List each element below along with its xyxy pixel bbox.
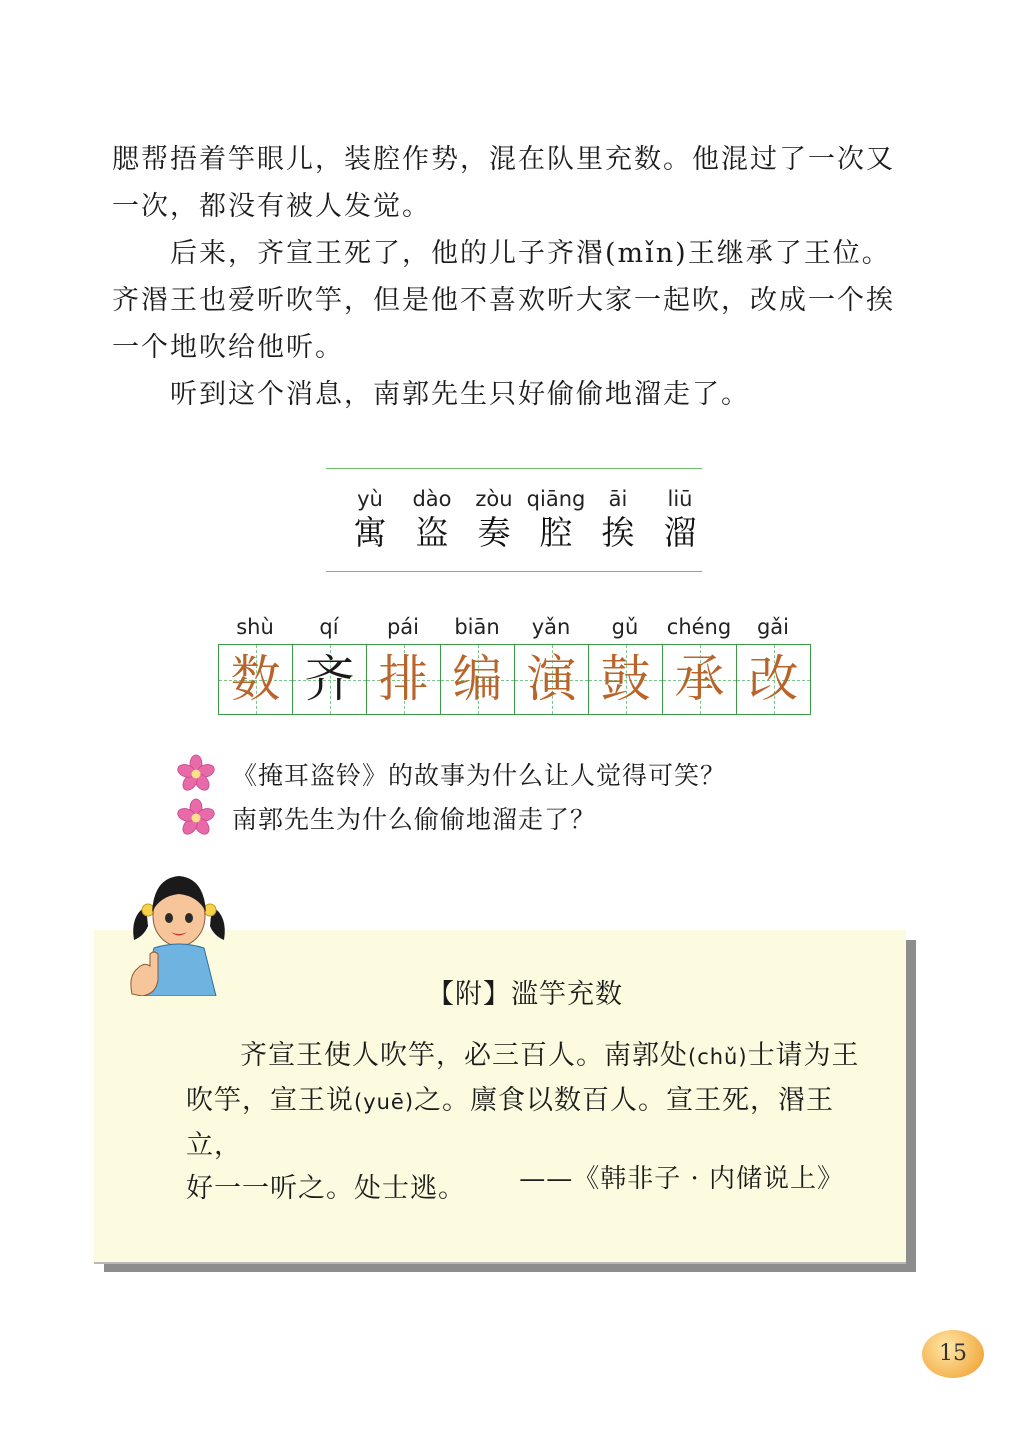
reading-character-pinyin: qiāng — [526, 487, 586, 511]
writing-character-pinyin: pái — [386, 615, 420, 639]
reading-character-pinyin: zòu — [475, 487, 513, 511]
tianzige-cell — [737, 645, 810, 714]
note-source: ——《韩非子 · 内储说上》 — [519, 1164, 844, 1194]
pink-flower-icon — [176, 754, 216, 794]
reading-character-hanzi: 挨 — [601, 513, 635, 552]
writing-character-pinyin: qí — [319, 615, 339, 639]
tianzige-cell — [293, 645, 367, 714]
writing-character: 改 — [748, 650, 799, 708]
reading-character-pinyin: dào — [412, 487, 452, 511]
reading-character-hanzi: 盗 — [415, 513, 449, 552]
writing-character: 数 — [230, 650, 281, 708]
question-item — [176, 752, 726, 796]
story-paragraph-1: 腮帮捂着竽眼儿，装腔作势，混在队里充数。他混过了一次又一次，都没有被人发觉。 — [112, 144, 895, 222]
writing-pinyin-row — [218, 610, 811, 644]
reading-character-pinyin: āi — [608, 487, 628, 511]
tianzige-cell — [441, 645, 515, 714]
tianzige-cell — [515, 645, 589, 714]
reading-character — [649, 485, 711, 553]
reading-character — [525, 485, 587, 553]
reading-character — [587, 485, 649, 553]
writing-character-pinyin: shù — [236, 615, 274, 639]
page-number-badge: 15 — [922, 1330, 984, 1378]
reading-character-hanzi: 奏 — [477, 513, 511, 552]
question-item — [176, 796, 726, 840]
tianzige-cell — [219, 645, 293, 714]
reading-character — [401, 485, 463, 553]
writing-character-pinyin: gǔ — [611, 615, 639, 639]
story-text — [112, 136, 912, 418]
tianzige-grid — [218, 644, 811, 715]
tianzige-cell — [589, 645, 663, 714]
pink-flower-icon — [176, 798, 216, 838]
tianzige-cell — [663, 645, 737, 714]
question-text: 《掩耳盗铃》的故事为什么让人觉得可笑？ — [232, 761, 727, 790]
writing-character: 排 — [378, 650, 429, 708]
note-title: 【附】滥竽充数 — [427, 979, 623, 1010]
reading-character — [463, 485, 525, 553]
note-line: 好一一听之。处士逃。 — [186, 1173, 466, 1204]
writing-character-pinyin: biān — [454, 615, 500, 639]
girl-pointing-illustration — [124, 866, 234, 996]
writing-character: 编 — [452, 650, 503, 708]
writing-character: 齐 — [304, 650, 355, 708]
reading-characters-box — [326, 468, 702, 572]
story-paragraph-2: 后来，齐宣王死了，他的儿子齐湣(mǐn)王继承了王位。齐湣王也爱听吹竽，但是他不喜欢听大家一起吹，改成一个挨一个地吹给他听。 — [112, 238, 895, 363]
note-line: 吹竽，宣王说(yuē)之。廪食以数百人。宣王死，湣王立， — [186, 1085, 835, 1161]
reading-character-hanzi: 腔 — [539, 513, 573, 552]
question-list — [176, 752, 726, 840]
reading-character-hanzi: 溜 — [663, 513, 697, 552]
writing-character-pinyin: chéng — [666, 615, 732, 639]
writing-character-pinyin: gǎi — [756, 615, 790, 639]
note-line: 齐宣王使人吹竽，必三百人。南郭处(chǔ)士请为王 — [240, 1040, 860, 1071]
reading-character-pinyin: liū — [667, 487, 693, 511]
reading-character-pinyin: yù — [357, 487, 383, 511]
writing-practice — [218, 610, 811, 715]
question-text: 南郭先生为什么偷偷地溜走了？ — [232, 805, 597, 834]
writing-character: 承 — [674, 650, 725, 708]
writing-character: 鼓 — [600, 650, 651, 708]
reading-character — [339, 485, 401, 553]
reading-character-hanzi: 寓 — [353, 513, 387, 552]
writing-character-pinyin: yǎn — [531, 615, 571, 639]
reading-characters-row — [339, 485, 711, 553]
writing-character: 演 — [526, 650, 577, 708]
story-paragraph-3: 听到这个消息，南郭先生只好偷偷地溜走了。 — [170, 379, 750, 410]
tianzige-cell — [367, 645, 441, 714]
